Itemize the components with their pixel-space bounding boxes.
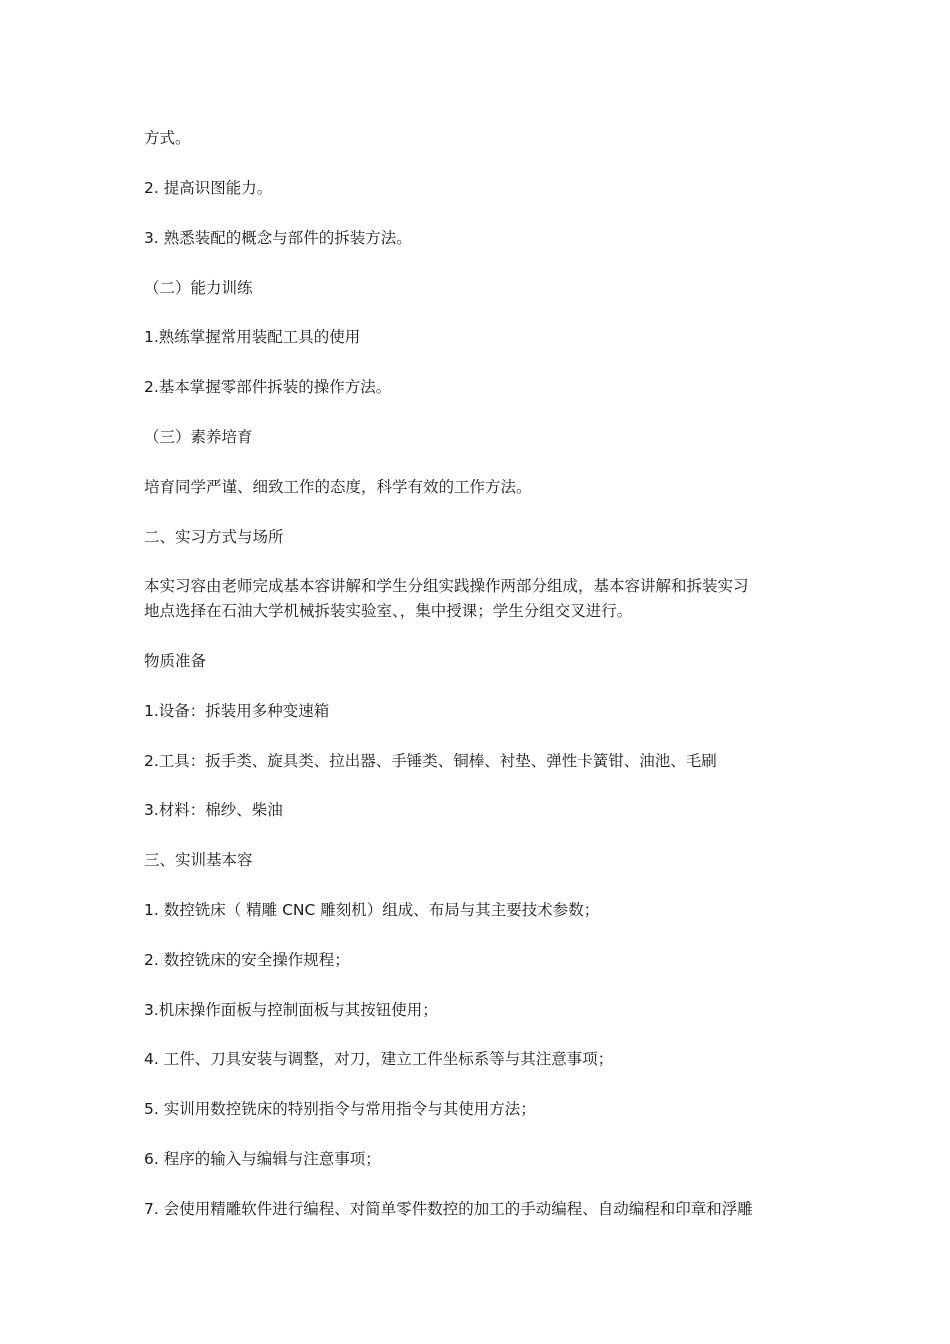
text-line: 方式。 <box>144 129 191 147</box>
text-line: 2.基本掌握零部件拆装的操作方法。 <box>144 378 392 396</box>
text-line: 5. 实训用数控铣床的特别指令与常用指令与其使用方法； <box>144 1100 536 1118</box>
section-heading: 二、实习方式与场所 <box>144 528 284 546</box>
text-line: 6. 程序的输入与编辑与注意事项； <box>144 1150 381 1168</box>
text-line: 7. 会使用精雕软件进行编程、对简单零件数控的加工的手动编程、自动编程和印章和浮雕 <box>144 1200 753 1218</box>
text-line: 3.机床操作面板与控制面板与其按钮使用； <box>144 1001 438 1019</box>
paragraph-line: 本实习容由老师完成基本容讲解和学生分组实践操作两部分组成，基本容讲解和拆装实习 <box>144 577 749 595</box>
section-heading: （三）素养培育 <box>144 428 253 446</box>
section-heading: 三、实训基本容 <box>144 851 253 869</box>
paragraph-line: 地点选择在石油大学机械拆装实验室、，集中授课；学生分组交叉进行。 <box>144 602 633 620</box>
text-line: 4. 工件、刀具安装与调整，对刀，建立工件坐标系等与其注意事项； <box>144 1050 614 1068</box>
section-heading: （二）能力训练 <box>144 279 253 297</box>
text-line: 1. 数控铣床（ 精雕 CNC 雕刻机）组成、布局与其主要技术参数； <box>144 901 600 919</box>
text-line: 3.材料：棉纱、柴油 <box>144 801 283 819</box>
text-line: 培育同学严谨、细致工作的态度，科学有效的工作方法。 <box>144 478 532 496</box>
text-line: 2.工具：扳手类、旋具类、拉出器、手锤类、铜棒、衬垫、弹性卡簧钳、油池、毛刷 <box>144 752 717 770</box>
text-line: 2. 提高识图能力。 <box>144 179 273 197</box>
text-line: 2. 数控铣床的安全操作规程； <box>144 951 350 969</box>
section-heading: 物质准备 <box>144 652 207 670</box>
text-line: 3. 熟悉装配的概念与部件的拆装方法。 <box>144 229 412 247</box>
text-line: 1.熟练掌握常用装配工具的使用 <box>144 328 361 346</box>
text-line: 1.设备：拆装用多种变速箱 <box>144 702 330 720</box>
